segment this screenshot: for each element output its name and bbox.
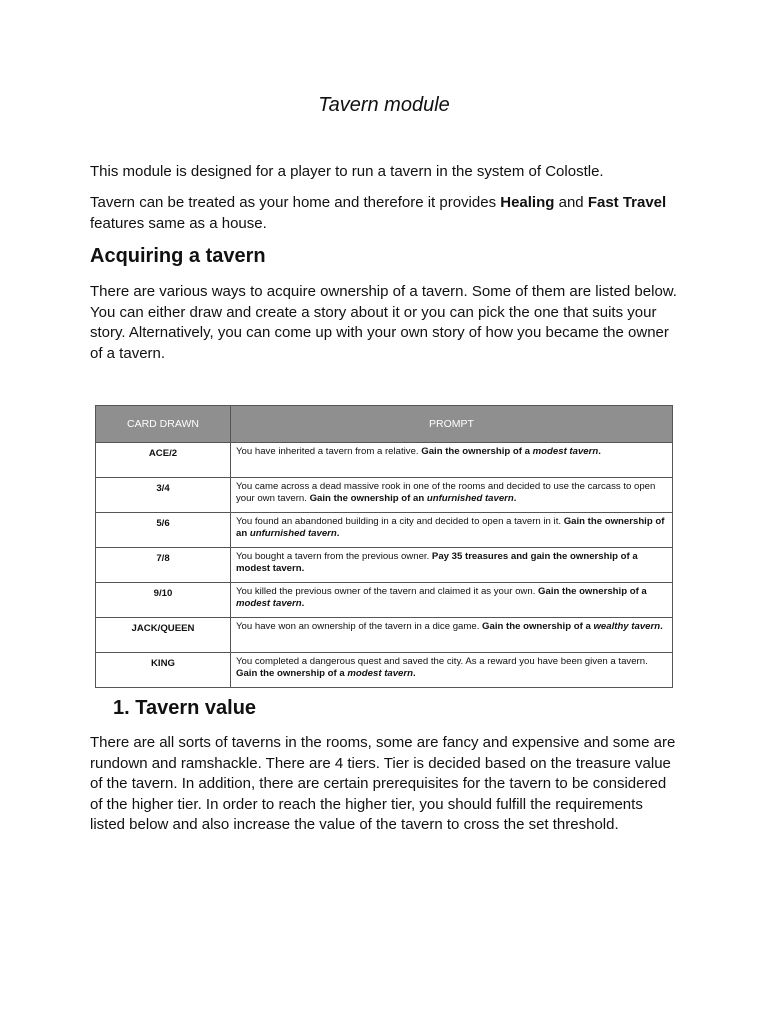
prompt-end: . bbox=[660, 621, 663, 632]
table-row bbox=[96, 618, 673, 653]
card-cell: 7/8 bbox=[96, 548, 231, 583]
intro-paragraph: This module is designed for a player to run a tavern in the system of Colostle. bbox=[90, 163, 604, 180]
prompt-text: You bought a tavern from the previous owner. bbox=[236, 551, 432, 562]
acquiring-paragraph: There are various ways to acquire ownership of a tavern. Some of them are listed below. You can either draw and create a story about it or you can pick the one that suits your story. Alternatively, you can come up with your own story of how you became the owner of a tavern. bbox=[90, 283, 677, 362]
header-card-drawn: CARD DRAWN bbox=[96, 406, 231, 443]
prompt-bold-text: Gain the ownership of a bbox=[236, 668, 348, 679]
table-row bbox=[96, 548, 673, 583]
prompt-italic: unfurnished tavern bbox=[426, 493, 514, 504]
prompt-cell bbox=[231, 478, 673, 513]
table-row bbox=[96, 478, 673, 513]
prompt-italic: unfurnished tavern bbox=[249, 528, 337, 539]
header-prompt: PROMPT bbox=[231, 406, 673, 443]
prompt-bold-text: Gain the ownership of a bbox=[482, 621, 594, 632]
table-row bbox=[96, 443, 673, 478]
prompt-cell bbox=[231, 548, 673, 583]
card-cell: 9/10 bbox=[96, 583, 231, 618]
prompt-text: You completed a dangerous quest and saved the city. As a reward you have been given a tavern. bbox=[236, 656, 648, 667]
prompt-bold bbox=[482, 621, 663, 632]
card-prompt-table bbox=[95, 405, 673, 688]
prompt-italic: modest tavern bbox=[532, 446, 599, 457]
home-text-before: Tavern can be treated as your home and therefore it provides bbox=[90, 194, 501, 211]
prompt-end: . bbox=[301, 563, 305, 574]
prompt-end: . bbox=[412, 668, 416, 679]
prompt-text: You found an abandoned building in a city and decided to open a tavern in it. bbox=[236, 516, 564, 527]
prompt-bold-text: Gain the ownership of an bbox=[309, 493, 427, 504]
prompt-cell bbox=[231, 653, 673, 688]
prompt-text: You killed the previous owner of the tavern and claimed it as your own. bbox=[236, 586, 539, 597]
prompt-italic: modest tavern bbox=[347, 668, 413, 679]
card-cell: JACK/QUEEN bbox=[96, 618, 231, 653]
card-cell: 5/6 bbox=[96, 513, 231, 548]
prompt-end: . bbox=[336, 528, 340, 539]
prompt-cell bbox=[231, 583, 673, 618]
prompt-bold-text: Gain the ownership of a bbox=[421, 446, 533, 457]
home-paragraph bbox=[90, 193, 680, 234]
prompt-bold-text: Gain the ownership of a bbox=[538, 586, 647, 597]
prompt-end: . bbox=[301, 598, 305, 609]
prompt-end: . bbox=[513, 493, 517, 504]
table-header-row bbox=[96, 406, 673, 443]
healing-term: Healing bbox=[500, 194, 555, 211]
table-row bbox=[96, 653, 673, 688]
acquiring-heading: Acquiring a tavern bbox=[90, 245, 266, 267]
prompt-bold bbox=[421, 446, 601, 457]
tavern-value-heading: 1. Tavern value bbox=[113, 697, 257, 719]
prompt-bold-text: Gain the ownership of an bbox=[236, 516, 665, 539]
card-cell: 3/4 bbox=[96, 478, 231, 513]
prompt-text: You have inherited a tavern from a relative. bbox=[236, 446, 422, 457]
prompt-end: . bbox=[598, 446, 601, 457]
table-row bbox=[96, 513, 673, 548]
prompt-bold-text: Pay 35 treasures and gain the ownership of a modest tavern bbox=[236, 551, 638, 574]
table-row bbox=[96, 583, 673, 618]
prompt-cell bbox=[231, 618, 673, 653]
fast-travel-term: Fast Travel bbox=[587, 194, 667, 211]
prompt-text: You came across a dead massive rook in one of the rooms and decided to use the carcass to open your own tavern. bbox=[236, 481, 656, 504]
card-cell: KING bbox=[96, 653, 231, 688]
prompt-text: You have won an ownership of the tavern in a dice game. bbox=[236, 621, 483, 632]
card-cell: ACE/2 bbox=[96, 443, 231, 478]
prompt-italic: wealthy tavern bbox=[593, 621, 661, 632]
prompt-bold bbox=[310, 493, 517, 504]
prompt-cell bbox=[231, 443, 673, 478]
prompt-bold bbox=[236, 668, 416, 679]
prompt-italic: modest tavern bbox=[236, 598, 302, 609]
home-text-after: features same as a house. bbox=[90, 214, 267, 232]
tavern-value-paragraph: There are all sorts of taverns in the rooms, some are fancy and expensive and some are rundown and ramshackle. There are 4 tiers. Tier is decided based on the treasure value of the tavern. In addition, there are certain prerequisites for the tavern to be considered of the higher tier. In order to reach the higher tier, you should fulfill the requirements listed below and also increase the value of the tavern to cross the set threshold. bbox=[90, 734, 676, 834]
home-text-and: and bbox=[554, 194, 588, 211]
prompt-cell bbox=[231, 513, 673, 548]
page-title: Tavern module bbox=[318, 94, 450, 116]
